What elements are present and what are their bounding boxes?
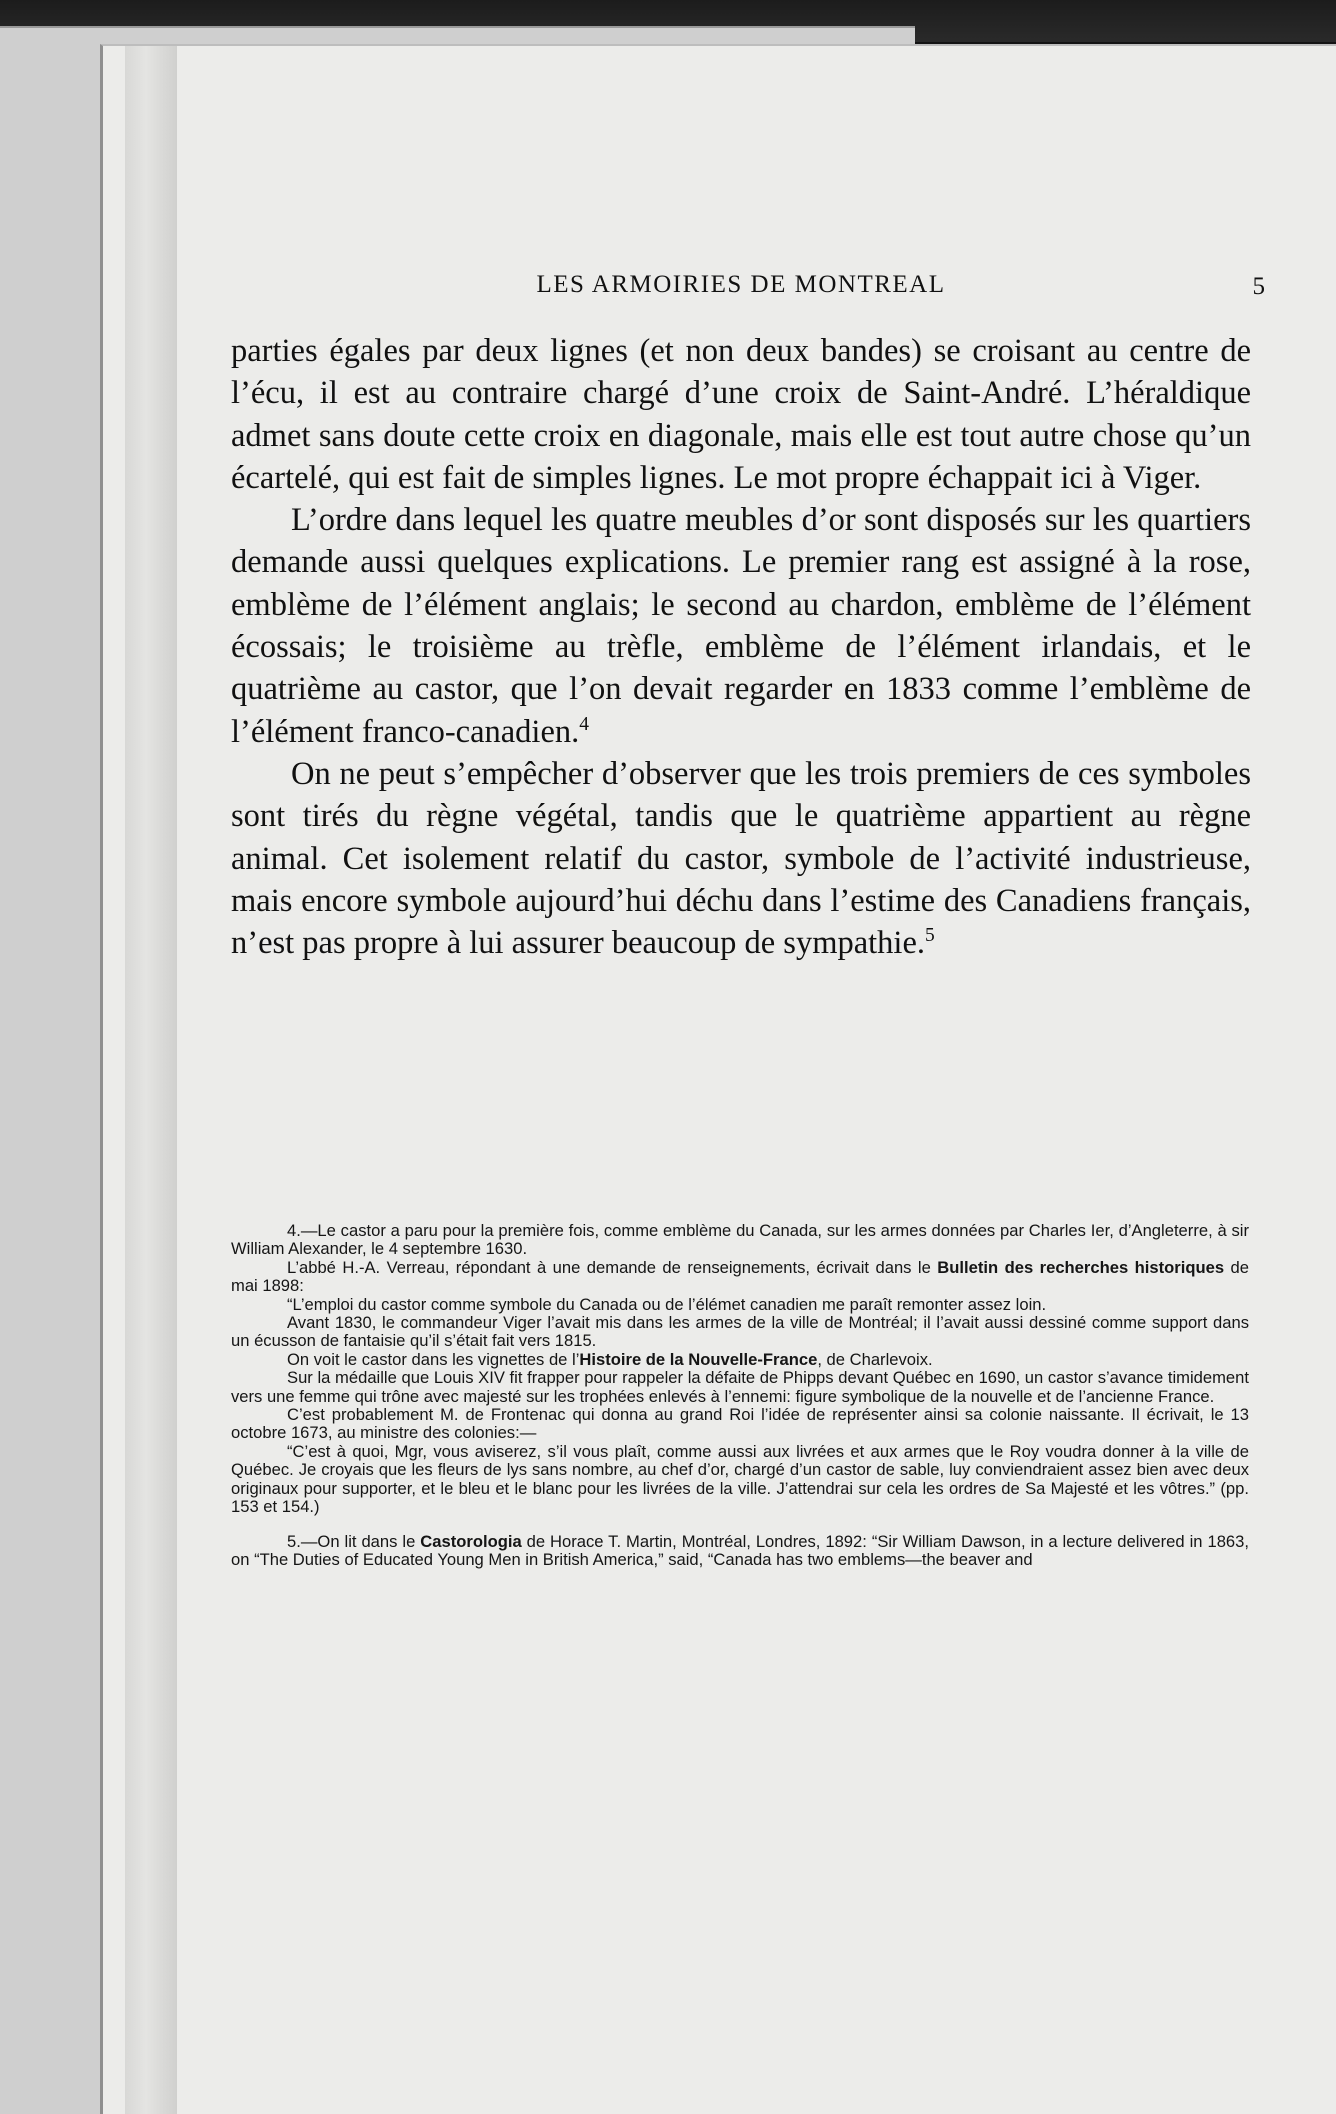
body-paragraph xyxy=(231,753,1251,964)
body-text xyxy=(231,330,1251,964)
footnote-4-charlevoix xyxy=(231,1351,1249,1369)
body-paragraph xyxy=(231,499,1251,753)
footnote-text: , de Charlevoix. xyxy=(817,1349,933,1369)
footnote-ref: 5 xyxy=(925,925,935,947)
footnote-text: de mai 1898: xyxy=(231,1257,1249,1296)
footnote-4-quote: “L’emploi du castor comme symbole du Canada ou de l’élémet canadien me paraît remonter assez loin. xyxy=(287,1294,1047,1314)
footnote-text: L’abbé H.-A. Verreau, répondant à une demande de renseignements, écrivait dans le xyxy=(287,1257,938,1277)
footnotes xyxy=(231,1222,1249,1569)
paragraph-text: On ne peut s’empêcher d’observer que les trois premiers de ces symboles sont tirés du règne végétal, tandis que le quatrième appartient au règne animal. Cet isolement relatif du castor, symbole de l’activité industrieuse, mais encore symbole aujourd’hui déchu dans l’estime des Canadiens français, n’est pas propre à lui assurer beaucoup de sympathie. xyxy=(231,755,1251,962)
page-sheet xyxy=(100,44,1336,2114)
footnote-5 xyxy=(231,1533,1249,1570)
footnote-text: On voit le castor dans les vignettes de l’ xyxy=(287,1349,580,1369)
footnote-ref: 4 xyxy=(579,713,590,735)
page-gutter-shadow xyxy=(125,46,177,2114)
running-head-title: LES ARMOIRIES DE MONTREAL xyxy=(536,271,946,298)
footnote-4-frontenac: C’est probablement M. de Frontenac qui donna au grand Roi l’idée de représenter ainsi sa colonie naissante. Il écrivait, le 13 octobre 1673, au ministre des colonies:— xyxy=(231,1405,1249,1443)
footnote-4-letter: “C’est à quoi, Mgr, vous aviserez, s’il vous plaît, comme aussi aux livrées et aux armes que le Roy voudra donner à la ville de Québec. Je croyais que les fleurs de lys sans nombre, au chef d’or, chargé d’un castor de sable, luy conviendraient assez bien avec deux originaux pour supporter, et le bleu et le blanc pour les livrées de la ville. J’attendrai sur cela les ordres de Sa Majesté et les vôtres.” (pp. 153 et 154.) xyxy=(231,1441,1249,1517)
footnote-title: Bulletin des recherches historiques xyxy=(937,1257,1225,1277)
footnote-title: Castorologia xyxy=(420,1531,522,1551)
paragraph-text: L’ordre dans lequel les quatre meubles d’or sont disposés sur les quartiers demande aussi quelques explications. Le premier rang est assigné à la rose, emblème de l’élément anglais; le second au chardon, emblème de l’élément écossais; le troisième au trèfle, emblème de l’élément irlandais, et le quatrième au castor, que l’on devait regarder en 1833 comme l’emblème de l’élément franco-canadien. xyxy=(231,502,1251,750)
footnote-4: 4.—Le castor a paru pour la première fois, comme emblème du Canada, sur les armes données par Charles Ier, d’Angleterre, à sir William Alexander, le 4 septembre 1630. xyxy=(231,1221,1249,1259)
body-paragraph xyxy=(231,330,1251,499)
page-number: 5 xyxy=(1252,273,1265,300)
running-head xyxy=(231,271,1265,311)
paragraph-text: parties égales par deux lignes (et non deux bandes) se croisant au centre de l’écu, il est au contraire chargé d’une croix de Saint-André. L’héraldique admet sans doute cette croix en diagonale, mais elle est tout autre chose qu’un écartelé, qui est fait de simples lignes. Le mot propre échappait ici à Viger. xyxy=(231,333,1251,496)
footnote-4-verreau xyxy=(231,1259,1249,1296)
footnote-4-viger: Avant 1830, le commandeur Viger l’avait mis dans les armes de la ville de Montréal; il l’avait aussi dessiné comme support dans un écusson de fantaisie qu’il s’était fait vers 1815. xyxy=(231,1313,1249,1351)
footnote-text: de Horace T. Martin, Montréal, Londres, 1892: “Sir William Dawson, in a lecture delivered in 1863, on “The Duties of Educated Young Men in British America,” said, “Canada has two emblems—the beaver and xyxy=(231,1531,1249,1569)
footnote-title: Histoire de la Nouvelle-France xyxy=(579,1349,818,1369)
footnote-text: 5.—On lit dans le xyxy=(287,1531,421,1551)
footnote-4-medal: Sur la médaille que Louis XIV fit frapper pour rappeler la défaite de Phipps devant Québec en 1690, un castor s’avance timidement vers une femme qui trône avec majesté sur les trophées enlevés à l’ennemi: figure symbolique de la nouvelle et de l’ancienne France. xyxy=(231,1368,1249,1406)
